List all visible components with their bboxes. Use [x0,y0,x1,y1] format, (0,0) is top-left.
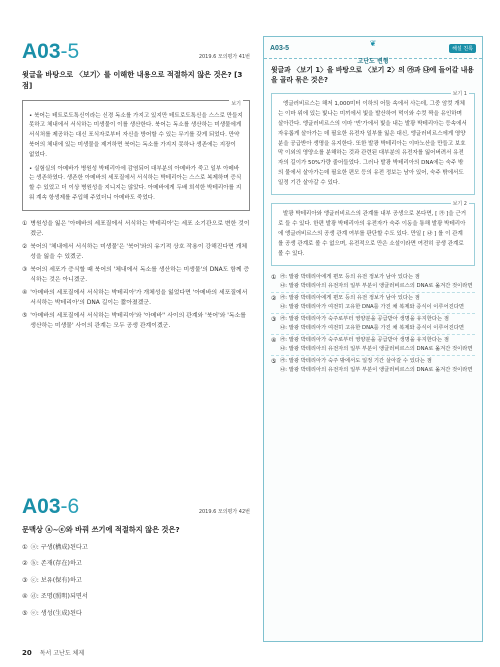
answer-choice[interactable] [22,288,250,308]
choice-line-a: ㉮: 발광 박테리아가 숙주로부터 영양분을 공급받아 생명을 유지한다는 점 [280,316,449,323]
question-source: 2019.6 모의평가 41번 [198,54,250,60]
answer-choice[interactable] [22,592,250,603]
choice-text: 북어의 '체내에서 서식하는 미생물'은 '북어'와의 유기적 상호 작용이 강해진다면 개체성을 잃을 수 있겠군. [30,243,248,260]
choice-line-a: ㉮: 발광 박테리아가 숙주로부터 영양분을 공급받아 생명을 유지한다는 점 [280,337,449,344]
panel-answer-choice[interactable] [271,335,475,356]
question-source: 2019.6 모의평가 42번 [198,509,250,515]
question-code-sub: -6 [60,495,80,518]
question-code [22,495,79,519]
question-a03-5 [22,40,250,334]
choice-text: ⓓ: 조명(照明)되면서 [30,593,88,601]
choice-number: ③ [22,266,28,273]
panel-answer-choices [271,272,475,376]
question-header [22,40,250,64]
question-header [22,495,250,519]
panel-header [264,37,482,65]
leaf-icon: ❦ [369,39,377,48]
question-code [22,40,79,64]
choice-number: ⑤ [22,312,28,319]
question-text: 문맥상 ⓐ~ⓔ와 바꿔 쓰기에 적절하지 않은 것은? [22,525,180,534]
choice-line-b: ㉯: 발광 박테리아의 유전자의 일부 부분이 앵글러비르스의 DNA로 옮겨간 것이라면 [280,282,473,289]
page-number: 20 [22,649,32,657]
choice-line-b: ㉯: 발광 박테리아의 유전자의 일부 부분이 앵글러비르스의 DNA로 옮겨간 것이라면 [280,345,473,352]
choice-number: ④ [22,289,28,296]
choice-line-b: ㉯: 발광 박테리아가 여전히 고유한 DNA를 가진 채 복제와 증식이 이루어진다면 [280,303,464,310]
choice-number: ② [22,560,28,568]
bogi-1-label: 보기 1 [452,91,467,98]
bogi-2-label: 보기 2 [452,201,467,208]
panel-title-text: 고난도 변형 [357,58,389,65]
choice-line-a: ㉮: 발광 박테리아에게 편모 등의 유전 정보가 남아 있다는 점 [280,295,420,302]
panel-answer-choice[interactable] [271,272,475,293]
advanced-variant-panel [263,36,483,642]
panel-title [357,40,388,67]
panel-answer-choice[interactable] [271,356,475,376]
question-code-sub: -5 [60,40,80,63]
bogi-box [22,100,250,211]
choice-text: '아메바의 세포질에서 서식하는 박테리아'가 개체성을 잃었다면 '아메바의 세포질에서 서식하는 박테리아'의 DNA 길이는 짧아졌겠군. [30,289,248,306]
choice-number: ① [22,543,28,551]
panel-answer-choice[interactable] [271,293,475,314]
bogi-2-box [271,203,475,266]
question-text: 윗글을 바탕으로 〈보기〉를 이해한 내용으로 적절하지 않은 것은? [3점] [22,70,243,90]
panel-answer-choice[interactable] [271,314,475,335]
answer-choice[interactable] [22,576,250,587]
choice-text: ⓔ: 생성(生成)된다 [30,609,82,617]
choice-number: ② [22,243,28,250]
choice-text: 병원성을 잃은 '아메바의 세포질에서 서식하는 박테리아'는 세포 소기관으로 변한 것이겠군. [30,220,250,237]
choice-number: ⑤ [271,358,277,366]
choice-number: ① [22,220,28,227]
question-code-main: A03 [22,40,61,63]
panel-question: 윗글과 〈보기 1〉을 바탕으로 〈보기 2〉의 ㉮과 ㉯에 들어갈 내용을 골라 묶은 것은? [271,66,474,85]
choice-text: ⓑ: 존재(存在)하고 [30,560,82,568]
panel-tag: 해설 친록 [449,44,476,53]
choice-number: ③ [271,316,277,324]
bogi-label: 보기 [231,100,241,107]
choice-number: ⑤ [22,609,28,617]
bogi-2-text: 발광 박테리아와 앵글러비르스의 관계를 내부 공생으로 본다면, [ ㉮ ]을 근거로 들 수 있다. 한편 발광 박테리아의 유전자가 숙주 이동을 통해 발광 박테리아에 앵글러비르스의 공생 관계 여부를 판단할 수도 있다. 만일 [ ㉯ ] 를 이 관계를 공생 관계로 볼 수 없으며, 유전적으로 만은 소설이라면 여전히 공생 관계로 볼 수 있다. [278,211,467,257]
bogi-paragraph-2: • 실험실의 아메바가 병원성 박테리아에 감염되어 대부분의 아메바가 죽고 일부 아메바는 생존하였다. 생존한 아메바의 세포질에서 서식하는 박테리아는 스스로 복제하며 증식할 수 있었고 더 이상 병원성을 지니지는 않았다. 아메바에게 두배 희석한 박테리아를 지워 계속 항생제를 주입해 주었더니 아메바도 죽었다. [29,165,242,201]
question-a03-6 [22,495,250,625]
answer-choice[interactable] [22,311,250,331]
answer-choice[interactable] [22,609,250,620]
choice-text: ⓐ: 구생(構成)된다고 [30,543,88,551]
choice-line-b: ㉯: 발광 박테리아가 여전히 고유한 DNA를 가진 채 복제와 증식이 이루어진다면 [280,324,464,331]
panel-code: A03-5 [270,45,290,52]
answer-choice[interactable] [22,219,250,239]
answer-choices [22,543,250,620]
answer-choice[interactable] [22,543,250,554]
bogi-1-text: 엥글러비르스는 해저 1,000미터 이하의 어둠 속에서 사는데, 그중 암컷 개체는 이마 위에 있는 빛나는 미끼에서 빛을 발산하여 먹이와 수컷 짝을 유인하며 살아간다. 엥글러비르스의 이마 '빈'가에서 빛을 내는 발광 박테리아는 등속에서 자유롭게 살아가는 데 필요한 유전자 일부를 잃은 대신, 엥글러비르스에게 영양분을 공급받아 생명을 유지한다. 또한 발광 박테리아는 이마노산을 만들고 보호막 이외의 영양소를 분해하는 것과 관련된 대부분의 유전자를 잃어버려서 유전자의 길이가 50%가량 줄어들었다. 그러나 발광 박테리아의 DNA에는 숙주 밖의 물에서 살아가는데 필요한 편모 등의 유전 정보는 남아 있어, 숙주 밖에서도 일정 기간 살아갈 수 있다. [278,101,467,186]
answer-choice[interactable] [22,242,250,262]
choice-text: 북어의 세포가 증식할 때 북어의 '체내에서 독소를 생산하는 미생물'의 DNA도 함께 증식하는 것은 아니겠군. [30,266,250,283]
answer-choice[interactable] [22,559,250,570]
question-code-main: A03 [22,495,61,518]
page-footer [22,648,84,657]
bogi-paragraph-1: • 북어는 테트로도톡신이라는 신경 독소를 가지고 있지만 테트로도톡신을 스스로 만들지 못하고 체내에서 서식하는 미생물이 이를 생산한다. 북어는 독소를 생산하는 미생물에게 서식처를 제공하는 대신 포식자로부터 자신을 방어할 수 있는 무기를 갖게 되었다. 만약 북어의 체내에 있는 미생물을 제거하면 북어는 독소를 가지지 못하나 생존에는 지장이 없었다. [29,112,243,158]
bogi-1-box [271,93,475,195]
choice-line-a: ㉮: 발광 박테리아에게 편모 등의 유전 정보가 남아 있다는 점 [280,274,420,281]
choice-text: ⓒ: 보유(保有)하고 [30,576,82,584]
choice-number: ④ [271,337,277,345]
choice-line-b: ㉯: 발광 박테리아의 유전자의 일부 부분이 앵글러비르스의 DNA로 옮겨간 것이라면 [280,366,473,373]
choice-number: ② [271,295,277,303]
choice-text: '아메바의 세포질에서 서식하는 박테리아'와 '아메바'' 사이의 관계와 '북어'와 '독소를 생산하는 미생물' 사이의 관계는 모두 공생 관계이겠군. [30,312,246,329]
choice-number: ① [271,274,277,282]
book-title: 독서 고난도 체제 [39,650,85,657]
choice-number: ③ [22,576,28,584]
answer-choices [22,219,250,331]
choice-line-a: ㉮: 발광 박테리아가 숙주 밖에서도 일정 기간 살아갈 수 있다는 점 [280,358,432,365]
answer-choice[interactable] [22,265,250,285]
choice-number: ④ [22,593,28,601]
